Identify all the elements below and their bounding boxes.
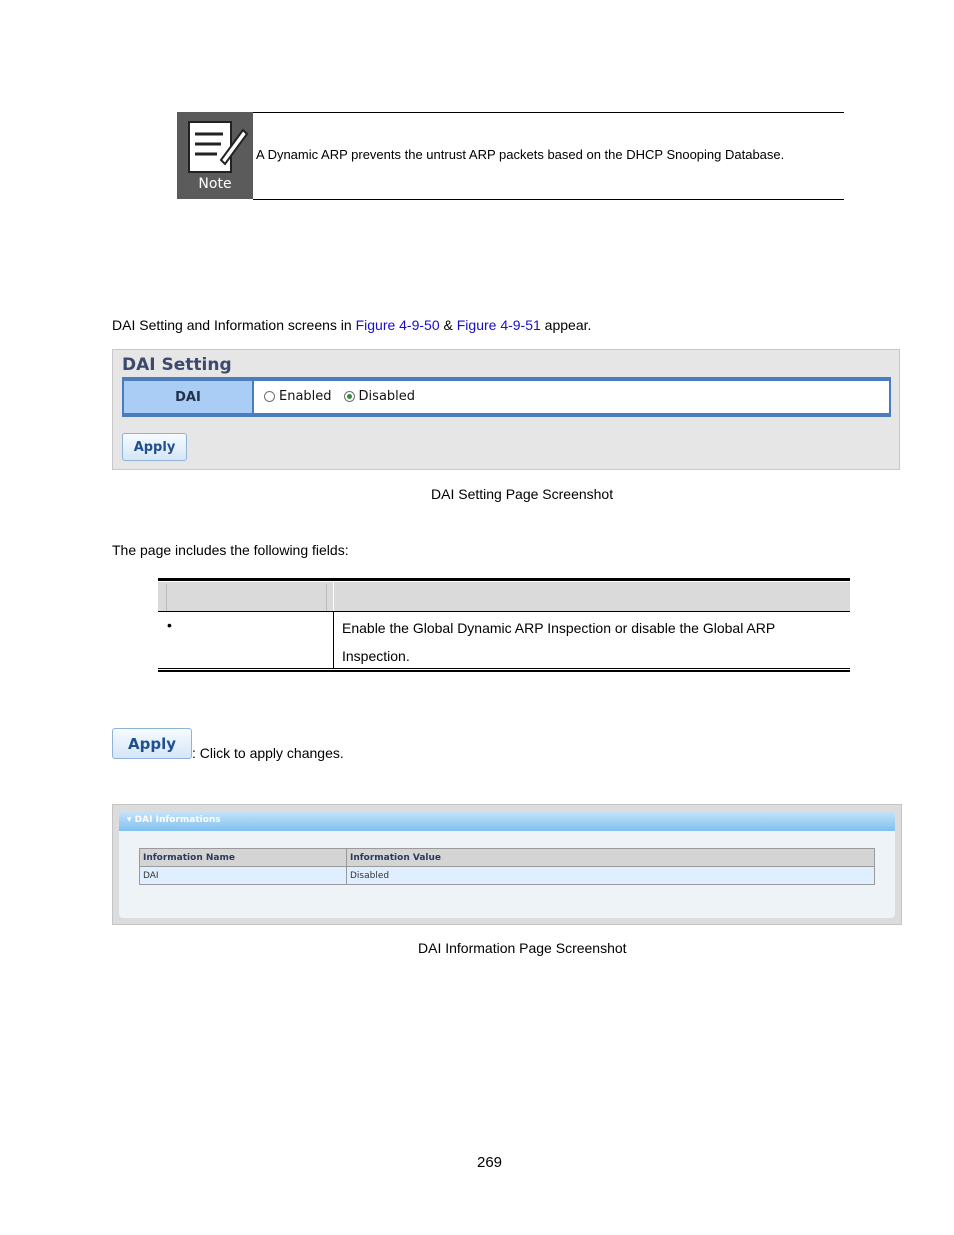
table-row [140, 867, 875, 885]
note-icon [177, 112, 253, 199]
fields-table-column-divider [333, 612, 334, 668]
dai-info-table [139, 848, 875, 885]
column-header-info-name: Information Name [140, 849, 347, 867]
note-text: A Dynamic ARP prevents the untrust ARP packets based on the DHCP Snooping Database. [256, 147, 785, 162]
dai-enabled-radio[interactable] [264, 391, 275, 402]
fields-table-header-divider [333, 582, 334, 611]
note-icon-label: Note [198, 176, 232, 192]
note-divider-top [253, 112, 844, 113]
intro-paragraph [112, 317, 591, 333]
fields-table-header-rule [158, 611, 850, 612]
dai-info-header-label: DAI Informations [134, 815, 221, 825]
dai-info-header-bar[interactable] [119, 811, 895, 831]
apply-button[interactable]: Apply [122, 433, 187, 461]
intro-text-after: appear. [540, 317, 592, 333]
collapse-arrow-icon[interactable]: ▾ [127, 815, 132, 825]
figure-link-setting[interactable]: Figure 4-9-50 [355, 317, 440, 333]
fields-intro: The page includes the following fields: [112, 542, 349, 558]
intro-text-before: DAI Setting and Information screens in [112, 317, 356, 333]
dai-info-caption: DAI Information Page Screenshot [418, 940, 627, 956]
field-bullet: • [167, 617, 172, 633]
fields-table-header-divider [326, 584, 327, 611]
fields-table-bottom-rule [158, 668, 850, 669]
dai-disabled-radio[interactable] [344, 391, 355, 402]
fields-table-header [158, 582, 850, 611]
note-divider-bottom [253, 199, 844, 200]
dai-radio-group [264, 389, 427, 404]
fields-table-top-rule [158, 578, 850, 581]
dai-info-header[interactable] [127, 815, 221, 825]
figure-link-information[interactable]: Figure 4-9-51 [456, 317, 541, 333]
apply-button-example[interactable]: Apply [112, 728, 192, 759]
intro-text-middle: & [439, 317, 457, 333]
fields-table-header-divider [166, 584, 167, 611]
fields-table-bottom-rule [158, 670, 850, 672]
page-number: 269 [477, 1154, 503, 1171]
info-name-cell: DAI [140, 867, 347, 885]
apply-description: : Click to apply changes. [192, 745, 344, 761]
column-header-info-value: Information Value [347, 849, 875, 867]
dai-enabled-label[interactable]: Enabled [279, 389, 332, 404]
dai-disabled-label[interactable]: Disabled [358, 389, 416, 404]
dai-row-label: DAI [124, 381, 254, 413]
dai-setting-title: DAI Setting [122, 355, 232, 375]
dai-setting-caption: DAI Setting Page Screenshot [431, 486, 614, 502]
info-value-cell: Disabled [347, 867, 875, 885]
field-description: Enable the Global Dynamic ARP Inspection or disable the Global ARP Inspection. [342, 620, 775, 664]
table-header-row [140, 849, 875, 867]
